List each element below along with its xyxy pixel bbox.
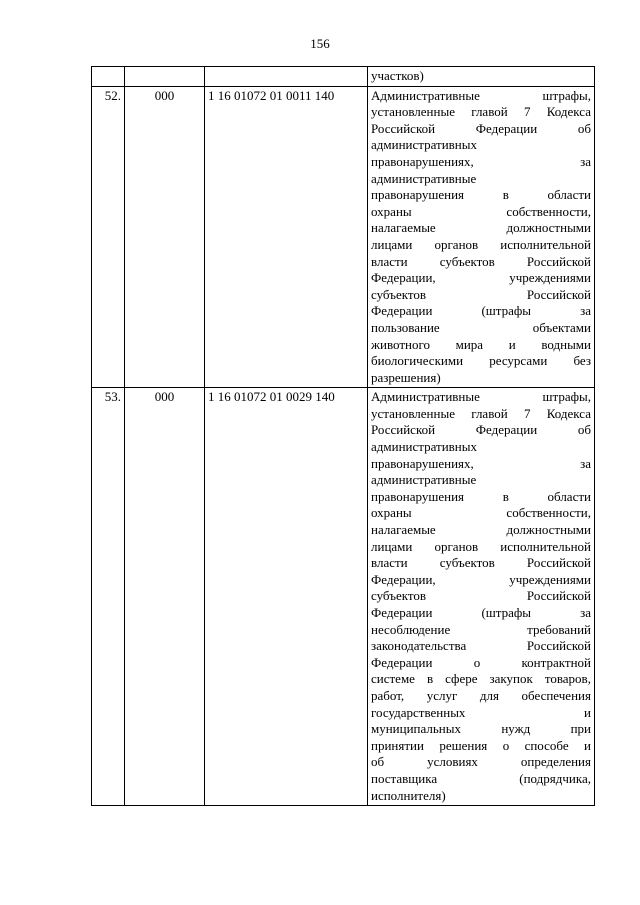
row-number-cell: 53. <box>92 388 125 806</box>
admin-code-cell: 000 <box>125 86 205 388</box>
page-number: 156 <box>310 36 330 51</box>
table-row <box>92 388 595 806</box>
description-line: об условиях определения <box>371 754 591 770</box>
description-line: Федерации о контрактной <box>371 654 591 670</box>
description-line: субъектов Российской <box>371 286 591 302</box>
description-line: пользование объектами <box>371 319 591 335</box>
description-line: правонарушения в области <box>371 187 591 203</box>
description-line: системе в сфере закупок товаров, <box>371 671 591 687</box>
description-line: правонарушениях, за <box>371 455 591 471</box>
description-line: субъектов Российской <box>371 588 591 604</box>
description-line: административных <box>371 137 477 153</box>
table-row-continuation <box>92 67 595 87</box>
description-line: участков) <box>371 68 424 83</box>
description-cell <box>368 86 595 388</box>
budget-table <box>91 66 595 806</box>
description-line: несоблюдение требований <box>371 621 591 637</box>
description-line: Федерации, учреждениями <box>371 270 591 286</box>
description-line: Административные штрафы, <box>371 389 591 405</box>
description-line: принятии решения о способе и <box>371 737 591 753</box>
description-line: правонарушения в области <box>371 488 591 504</box>
description-line: исполнителя) <box>371 787 446 803</box>
admin-code-cell: 000 <box>125 388 205 806</box>
row-number-cell <box>92 67 125 87</box>
kbk-cell: 1 16 01072 01 0011 140 <box>205 86 368 388</box>
description-line: работ, услуг для обеспечения <box>371 687 591 703</box>
description-line: охраны собственности, <box>371 505 591 521</box>
description-line: охраны собственности, <box>371 203 591 219</box>
description-line: лицами органов исполнительной <box>371 538 591 554</box>
description-line: Российской Федерации об <box>371 120 591 136</box>
description-line: законодательства Российской <box>371 638 591 654</box>
description-line: власти субъектов Российской <box>371 253 591 269</box>
description-line: Федерации (штрафы за <box>371 605 591 620</box>
description-line: Федерации, учреждениями <box>371 571 591 587</box>
description-line: административных <box>371 439 477 455</box>
description-line: Федерации (штрафы за <box>371 303 591 319</box>
description-line: государственных и <box>371 704 591 720</box>
description-line: установленные главой 7 Кодекса <box>371 405 591 421</box>
description-cell <box>368 67 595 87</box>
description-line: лицами органов исполнительной <box>371 236 591 252</box>
description-line: животного мира и водными <box>371 336 591 352</box>
admin-code-cell <box>125 67 205 87</box>
row-number-cell: 52. <box>92 86 125 388</box>
description-line: власти субъектов Российской <box>371 555 591 571</box>
description-line: налагаемые должностными <box>371 522 591 538</box>
table-row <box>92 86 595 388</box>
description-line: установленные главой 7 Кодекса <box>371 104 591 120</box>
description-line: административные <box>371 170 477 186</box>
description-line: правонарушениях, за <box>371 153 591 169</box>
description-line: Российской Федерации об <box>371 422 591 438</box>
description-line: Административные штрафы, <box>371 87 591 103</box>
description-line: налагаемые должностными <box>371 220 591 236</box>
description-line: муниципальных нужд при <box>371 721 591 737</box>
description-line: биологическими ресурсами без <box>371 353 591 369</box>
description-line: административные <box>371 472 477 488</box>
description-line: поставщика (подрядчика, <box>371 770 591 786</box>
kbk-cell: 1 16 01072 01 0029 140 <box>205 388 368 806</box>
description-line: разрешения) <box>371 369 441 385</box>
description-cell <box>368 388 595 806</box>
kbk-cell <box>205 67 368 87</box>
